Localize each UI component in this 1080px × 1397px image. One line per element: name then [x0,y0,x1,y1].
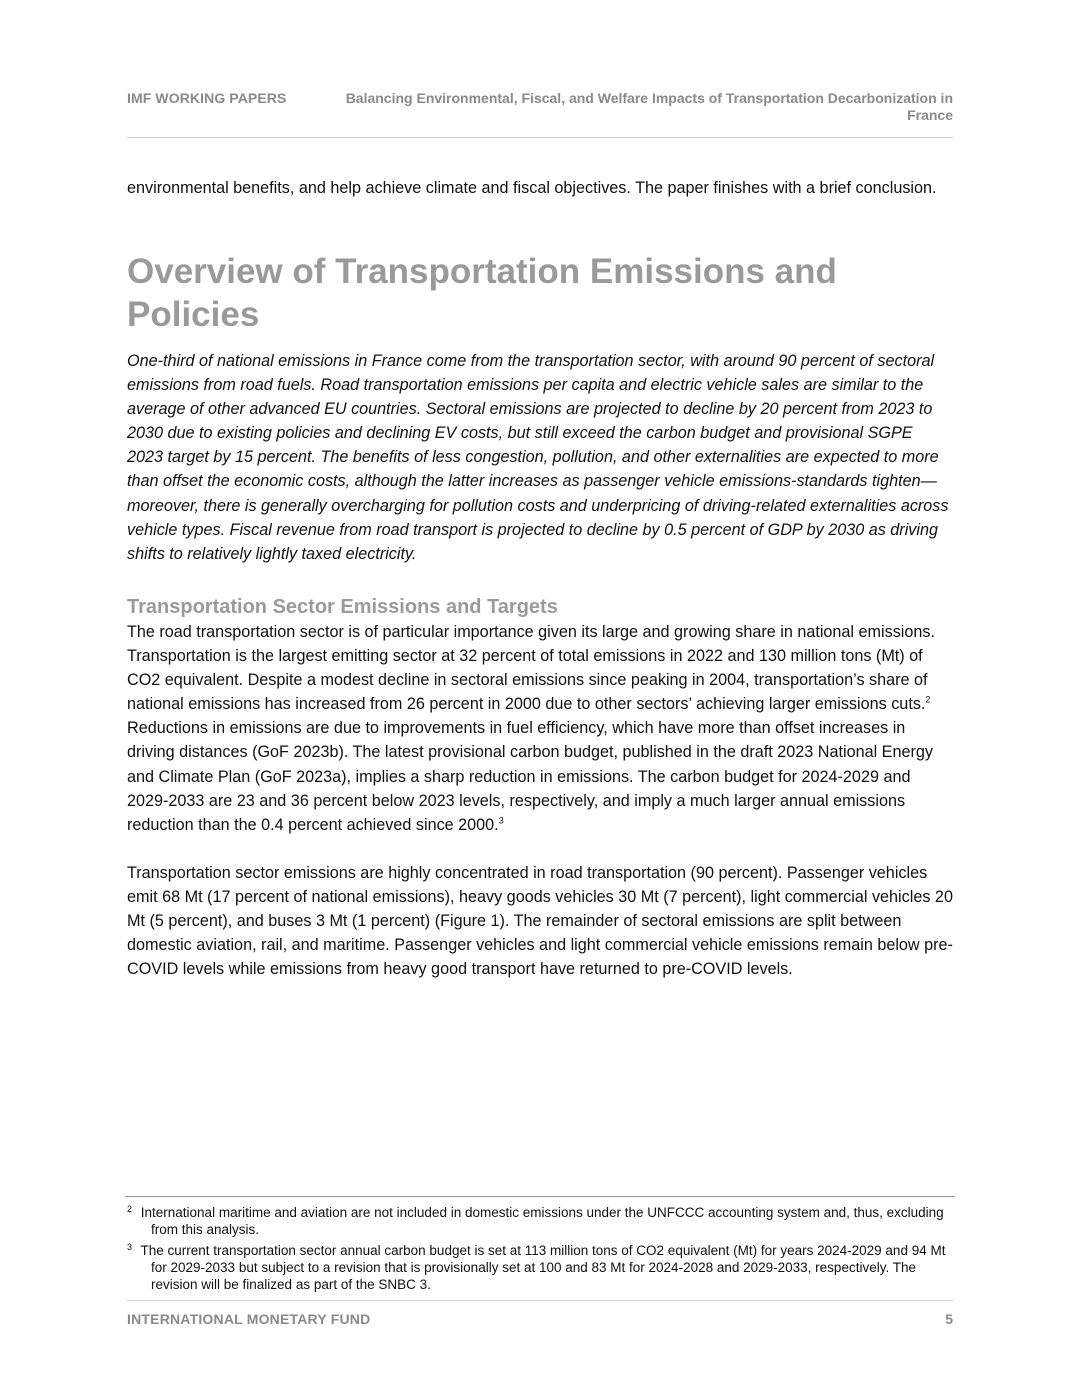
section-heading: Overview of Transportation Emissions and Policies [127,252,837,334]
footnote-divider [125,1196,955,1197]
page-number: 5 [945,1311,953,1327]
body-paragraph-2: Transportation sector emissions are highly concentrated in road transportation (90 percent). Passenger vehicles emit 68 Mt (17 percent of national emissions), heavy goods vehicles 30 Mt (7 percent), light commercial vehicles 20 Mt (5 percent), and buses 3 Mt (1 percent) (Figure 1). The remainder of sectoral emissions are split between domestic aviation, rail, and maritime. Passenger vehicles and light commercial vehicle emissions remain below pre-COVID levels while emissions from heavy good transport have returned to pre-COVID levels. [127,864,953,979]
footnote-ref-2[interactable]: 2 [925,694,931,705]
footer-divider [127,1300,953,1301]
subsection-heading: Transportation Sector Emissions and Targets [127,596,558,618]
running-header-title: Balancing Environmental, Fiscal, and Welfare Impacts of Transportation Decarbonization in France [345,90,953,123]
footer-organization: INTERNATIONAL MONETARY FUND [127,1311,371,1327]
running-header-series: IMF WORKING PAPERS [127,90,287,106]
footnote-2-text: International maritime and aviation are not included in domestic emissions under the UNFCCC accounting system and, thus, excluding from this analysis. [140,1205,944,1237]
footnote-3: 3 The current transportation sector annual carbon budget is set at 113 million tons of CO2 equivalent (Mt) for years 2024-2029 and 94 Mt for 2029-2033 but subject to a revision that is provisionally set at 100 and 83 Mt for 2024-2028 and 2029-2033, respectively. The revision will be finalized as part of the SNBC 3. [127,1241,946,1292]
footnote-2: 2 International maritime and aviation are not included in domestic emissions under the UNFCCC accounting system and, thus, excluding from this analysis. [127,1203,944,1237]
body-paragraph-1-text-b: Reductions in emissions are due to improvements in fuel efficiency, which have more than offset increases in driving distances (GoF 2023b). The latest provisional carbon budget, published in the draft 2023 National Energy and Climate Plan (GoF 2023a), implies a sharp reduction in emissions. The carbon budget for 2024-2029 and 2029-2033 are 23 and 36 percent below 2023 levels, respectively, and imply a much larger annual emissions reduction than the 0.4 percent achieved since 2000. [127,719,933,834]
footnote-ref-3[interactable]: 3 [498,815,504,826]
section-summary: One-third of national emissions in France come from the transportation sector, with around 90 percent of sectoral emissions from road fuels. Road transportation emissions per capita and electric vehicle sales are similar to the average of other advanced EU countries. Sectoral emissions are projected to decline by 20 percent from 2023 to 2030 due to existing policies and declining EV costs, but still exceed the carbon budget and provisional SGPE 2023 target by 15 percent. The benefits of less congestion, pollution, and other externalities are expected to more than offset the economic costs, although the latter increases as passenger vehicle emissions-standards tighten—moreover, there is generally overcharging for pollution costs and underpricing of driving-related externalities across vehicle types. Fiscal revenue from road transport is projected to decline by 0.5 percent of GDP by 2030 as driving shifts to relatively lightly taxed electricity. [127,352,949,563]
header-divider [127,137,953,138]
intro-paragraph: environmental benefits, and help achieve climate and fiscal objectives. The paper finishes with a brief conclusion. [127,179,937,197]
footnote-3-text: The current transportation sector annual carbon budget is set at 113 million tons of CO2 equivalent (Mt) for years 2024-2029 and 94 Mt for 2029-2033 but subject to a revision that is provisionally set at 100 and 83 Mt for 2024-2028 and 2029-2033, respectively. The revision will be finalized as part of the SNBC 3. [140,1243,946,1292]
body-paragraph-1 [127,620,953,837]
body-paragraph-1-text-a: The road transportation sector is of particular importance given its large and growing share in national emissions. Transportation is the largest emitting sector at 32 percent of total emissions in 2022 and 130 million tons (Mt) of CO2 equivalent. Despite a modest decline in sectoral emissions since peaking in 2004, transportation’s share of national emissions has increased from 26 percent in 2000 due to other sectors’ achieving larger emissions cuts. [127,623,935,714]
